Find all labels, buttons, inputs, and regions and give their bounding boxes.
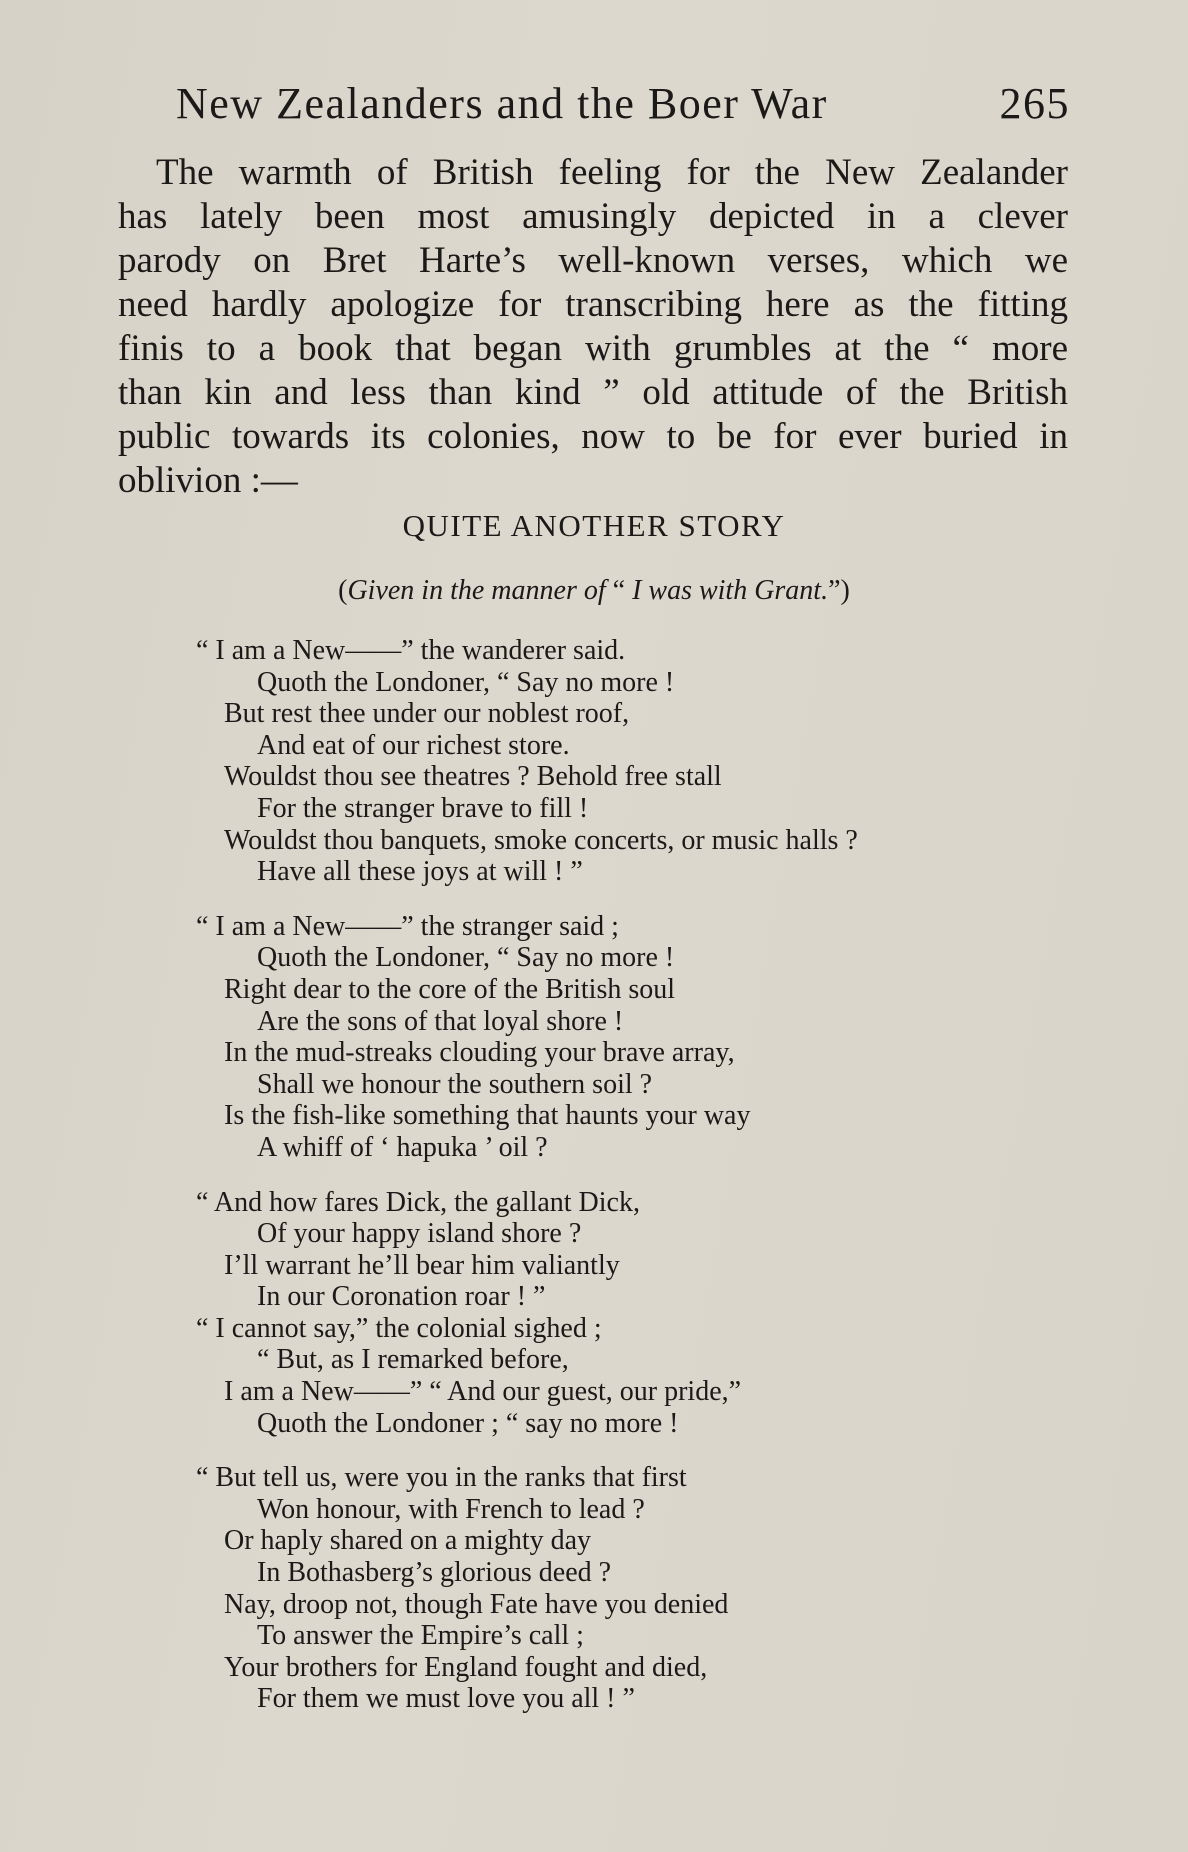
verse-line: “ But, as I remarked before,	[257, 1344, 569, 1376]
verse-line: For them we must love you all ! ”	[257, 1683, 635, 1715]
verse-line: Nay, droop not, though Fate have you denied	[224, 1588, 729, 1620]
subtitle-italic-1: Given in the manner of	[347, 575, 606, 606]
verse-line: A whiff of ‘ hapuka ’ oil ?	[257, 1131, 548, 1163]
stanza-1	[196, 635, 1096, 888]
stanza-4	[196, 1462, 1096, 1715]
verse-line: Wouldst thou banquets, smoke concerts, or music halls ?	[224, 824, 858, 856]
stanza-2	[196, 911, 1096, 1164]
verse-line: Have all these joys at will ! ”	[257, 856, 583, 888]
verse-line: “ I am a New——” the wanderer said.	[196, 635, 626, 666]
subtitle-italic-2: I was with Grant.	[632, 575, 829, 606]
verse-line: In our Coronation roar ! ”	[257, 1281, 546, 1313]
verse-line: Are the sons of that loyal shore !	[257, 1005, 624, 1037]
poem-subtitle	[0, 572, 1188, 610]
paragraph-line: The warmth of British feeling for the New Zealander	[156, 152, 1068, 193]
verse-line: I’ll warrant he’ll bear him valiantly	[224, 1249, 620, 1281]
verse-line: Shall we honour the southern soil ?	[257, 1068, 653, 1100]
page-number: 265	[999, 79, 1070, 128]
verse-line: Right dear to the core of the British soul	[224, 973, 676, 1005]
subtitle-quote: “	[605, 575, 633, 606]
verse-line: Of your happy island shore ?	[257, 1218, 582, 1250]
verse-line: For the stranger brave to fill !	[257, 792, 589, 824]
paragraph-line: public towards its colonies, now to be for ever buried in	[118, 416, 1068, 457]
subtitle-close: ”)	[828, 575, 850, 606]
subtitle-open: (	[338, 575, 348, 606]
verse-line: “ I am a New——” the stranger said ;	[196, 910, 619, 942]
poem-body	[196, 635, 1096, 1738]
verse-line: Is the fish-like something that haunts your way	[224, 1100, 751, 1132]
paragraph-line: parody on Bret Harte’s well-known verses, which we	[118, 240, 1068, 281]
verse-line: And eat of our richest store.	[257, 729, 570, 761]
verse-line: “ I cannot say,” the colonial sighed ;	[196, 1312, 602, 1344]
verse-line: In Bothasberg’s glorious deed ?	[257, 1557, 612, 1589]
verse-line: Your brothers for England fought and died,	[224, 1651, 708, 1683]
verse-line: Wouldst thou see theatres ? Behold free stall	[224, 761, 722, 793]
verse-line: Quoth the Londoner, “ Say no more !	[257, 942, 675, 974]
verse-line: I am a New——” “ And our guest, our pride,”	[224, 1376, 742, 1408]
poem-title: QUITE ANOTHER STORY	[402, 508, 786, 543]
running-head	[176, 76, 1070, 132]
stanza-3	[196, 1187, 1096, 1440]
verse-line: But rest thee under our noblest roof,	[224, 698, 630, 730]
verse-line: Quoth the Londoner, “ Say no more !	[257, 666, 675, 698]
paragraph-line: has lately been most amusingly depicted in a clever	[118, 196, 1068, 237]
verse-line: In the mud-streaks clouding your brave array,	[224, 1037, 735, 1069]
intro-paragraph	[118, 151, 1068, 503]
verse-line: Or haply shared on a mighty day	[224, 1525, 592, 1557]
verse-line: “ But tell us, were you in the ranks that first	[196, 1462, 687, 1494]
verse-line: “ And how fares Dick, the gallant Dick,	[196, 1186, 640, 1218]
verse-line: Won honour, with French to lead ?	[257, 1493, 645, 1525]
paragraph-line: finis to a book that began with grumbles at the “ more	[118, 328, 1068, 369]
verse-line: To answer the Empire’s call ;	[257, 1620, 584, 1652]
paragraph-line: need hardly apologize for transcribing here as the fitting	[118, 284, 1068, 325]
paragraph-line: than kin and less than kind ” old attitude of the British	[118, 372, 1068, 413]
verse-line: Quoth the Londoner ; “ say no more !	[257, 1407, 679, 1439]
running-head-title: New Zealanders and the Boer War	[176, 79, 828, 128]
paragraph-line: oblivion :—	[118, 460, 298, 501]
